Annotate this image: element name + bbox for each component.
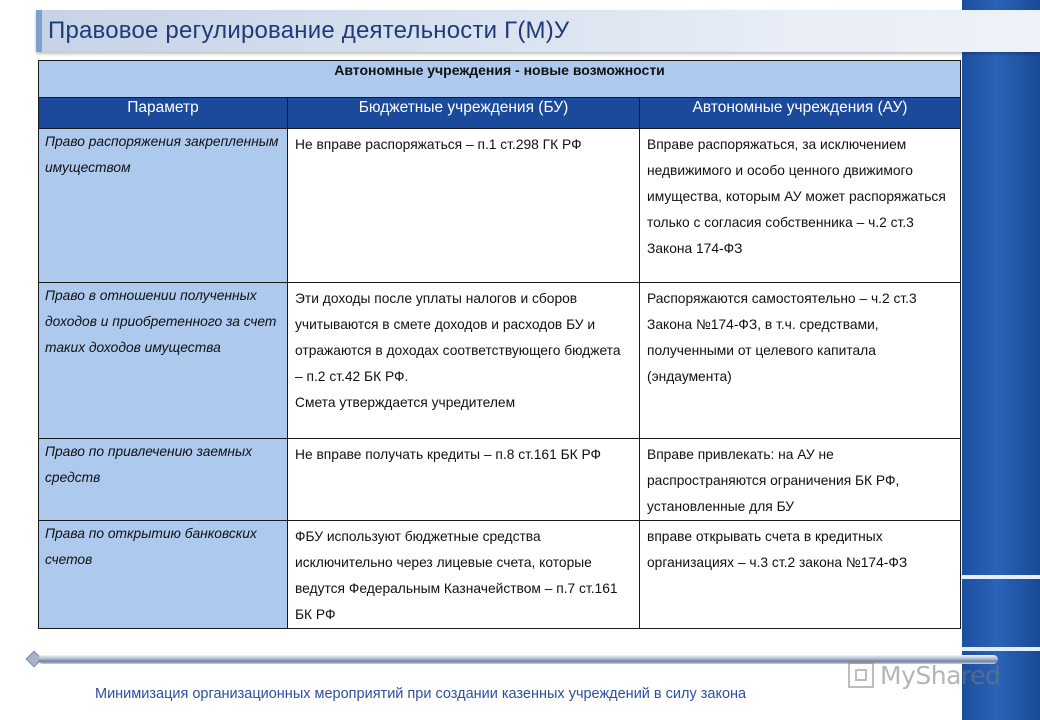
right-bar-stripe (962, 647, 1040, 651)
row-budget-value: Не вправе получать кредиты – п.8 ст.161 БК РФ (288, 439, 640, 521)
row-budget-value: Не вправе распоряжаться – п.1 ст.298 ГК РФ (288, 129, 640, 283)
watermark-logo-icon (848, 662, 874, 688)
row-parameter: Право по привлечению заемных средств (39, 439, 288, 521)
row-budget-note: Смета утверждается учредителем (295, 395, 516, 410)
row-autonomous-value: Распоряжаются самостоятельно – ч.2 ст.3 Закона №174-ФЗ, в т.ч. средствами, полученными от целевого капитала (эндаумента) (640, 283, 961, 439)
watermark (848, 658, 1000, 692)
row-budget-value: ФБУ используют бюджетные средства исключительно через лицевые счета, которые ведутся Федеральным Казначейством – п.7 ст.161 БК РФ (288, 521, 640, 629)
header-autonomous-institutions: Автономные учреждения (АУ) (640, 98, 961, 129)
right-decor-bar (962, 0, 1040, 720)
row-autonomous-value: Вправе привлекать: на АУ не распространяются ограничения БК РФ, установленные для БУ (640, 439, 961, 521)
comparison-table (38, 60, 961, 629)
title-banner (36, 10, 1040, 52)
table-row (39, 521, 961, 629)
table-row (39, 129, 961, 283)
watermark-text: MyShared (880, 660, 1001, 690)
page-title: Правовое регулирование деятельности Г(М)У (48, 17, 570, 44)
header-parameter: Параметр (39, 98, 288, 129)
row-autonomous-value: вправе открывать счета в кредитных организациях – ч.3 ст.2 закона №174-ФЗ (640, 521, 961, 629)
row-budget-value (288, 283, 640, 439)
table-row (39, 439, 961, 521)
row-autonomous-value: Вправе распоряжаться, за исключением недвижимого и особо ценного движимого имущества, которым АУ может распоряжаться только с согласия собственника – ч.2 ст.3 Закона 174-ФЗ (640, 129, 961, 283)
row-parameter: Право распоряжения закрепленным имуществом (39, 129, 288, 283)
row-budget-text: Эти доходы после уплаты налогов и сборов учитываются в смете доходов и расходов БУ и отражаются в доходах соответствующего бюджета – п.2 ст.42 БК РФ. (295, 291, 621, 384)
title-accent (36, 10, 42, 52)
table-caption-row (39, 61, 961, 98)
footer-text: Минимизация организационных мероприятий при создании казенных учреждений в силу закона (95, 686, 747, 702)
row-parameter: Права по открытию банковских счетов (39, 521, 288, 629)
right-bar-stripe (962, 575, 1040, 579)
table-header-row (39, 98, 961, 129)
header-budget-institutions: Бюджетные учреждения (БУ) (288, 98, 640, 129)
table-caption: Автономные учреждения - новые возможности (39, 61, 961, 98)
row-parameter: Право в отношении полученных доходов и приобретенного за счет таких доходов имущества (39, 283, 288, 439)
table-row (39, 283, 961, 439)
